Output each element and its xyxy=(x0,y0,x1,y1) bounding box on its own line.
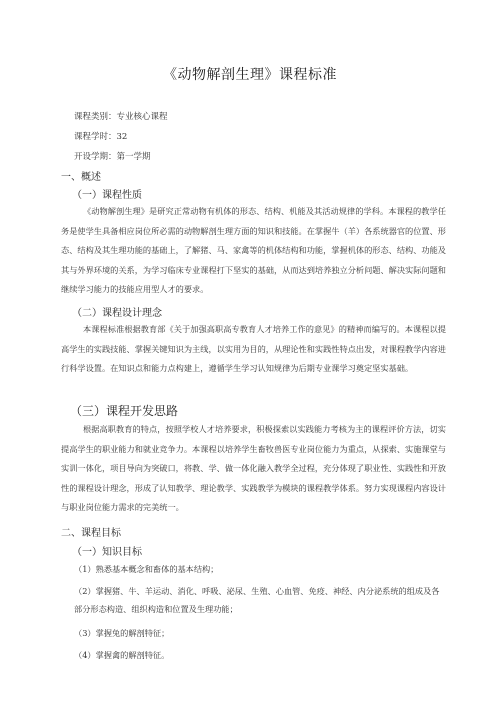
paragraph-course-nature: 《动物解剖生理》是研究正常动物有机体的形态、结构、机能及其活动规律的学科。本课程的教学任务是使学生具备相应岗位所必需的动物解剖生理方面的知识和技能。在掌握牛（羊）各系统器官的位置、形态、结构及其生理功能的基础上，了解猪、马、家禽等的机体结构和功能，掌握机体的形态、结构、功能及其与外界环境的关系，为学习临床专业课程打下坚实的基础，从而达到培养独立分析问题、解决实际问题和继续学习能力的技能应用型人才的要求。 xyxy=(61,206,446,294)
subsection-heading-design: （二）课程设计理念 xyxy=(72,308,162,319)
list-item: （2）掌握猪、牛、羊运动、消化、呼吸、泌尿、生殖、心血管、免疫、神经、内分泌系统的组成及各部分形态构造、组织构造和位置及生理功能； xyxy=(74,586,440,614)
meta-course-type: 课程类别：专业核心课程 xyxy=(74,112,168,122)
meta-course-hours: 课程学时：32 xyxy=(74,132,128,142)
section-heading-overview: 一、概述 xyxy=(61,172,101,183)
subsection-heading-development: （三）课程开发思路 xyxy=(70,404,179,418)
paragraph-development-approach: 根据高职教育的特点，按照学校人才培养要求，积极探索以实践能力考核为主的课程评价方法，切实提高学生的职业能力和就业竞争力。本课程以培养学生畜牧兽医专业岗位能力为重点，从探索、实施课堂与实训一体化，项目导向为突破口，将教、学、做一体化融入教学全过程，充分体现了职业性、实践性和开放性的课程设计理念，形成了认知教学、理论教学、实践教学为模块的课程教学体系。努力实现课程内容设计与职业岗位能力需求的完美统一。 xyxy=(61,424,446,512)
section-heading-goals: 二、课程目标 xyxy=(61,528,121,539)
meta-semester: 开设学期：第一学期 xyxy=(74,152,151,162)
paragraph-design-concept: 本课程标准根据教育部《关于加强高职高专教育人才培养工作的意见》的精神而编写的。本课程以提高学生的实践技能、掌握关键知识为主线，以实用为目的，从理论性和实践性特点出发，对课程教学内容进行科学设置。在知识点和能力点构建上，遵循学生学习认知规律为后期专业课学习奠定坚实基础。 xyxy=(61,324,446,373)
list-item: （3）掌握兔的解剖特征； xyxy=(74,628,170,638)
subsection-heading-knowledge: （一）知识目标 xyxy=(72,547,142,558)
list-item: （1）熟悉基本概念和畜体的基本结构； xyxy=(74,564,219,574)
subsection-heading-nature: （一）课程性质 xyxy=(72,190,142,201)
list-item: （4）掌握禽的解剖特征。 xyxy=(74,650,170,660)
document-title: 《动物解剖生理》课程标准 xyxy=(163,67,337,83)
